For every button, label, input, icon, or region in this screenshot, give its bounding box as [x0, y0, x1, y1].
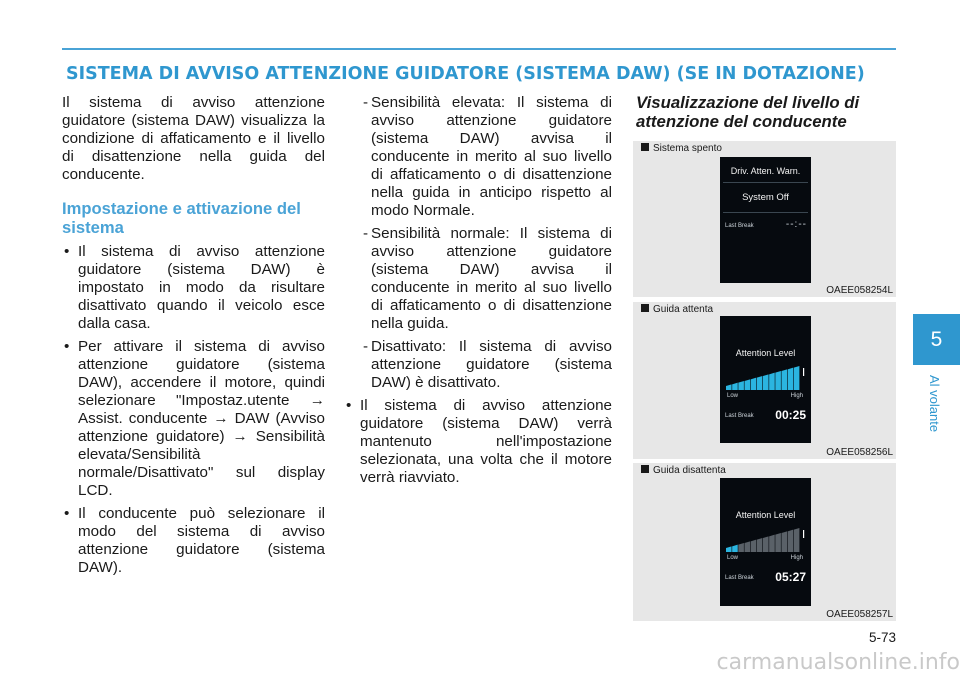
- level-segment: [794, 366, 800, 390]
- level-segment: [782, 531, 788, 552]
- chapter-label: Al volante: [927, 375, 942, 433]
- intro-paragraph: Il sistema di avviso attenzione guidatore (sistema DAW) visualizza la condizione di affaticamento e il livello di disattenzione nella guida del conducente.: [62, 94, 325, 183]
- chapter-tab: 5: [913, 314, 960, 365]
- level-segment: [757, 538, 763, 552]
- level-segment: [738, 543, 744, 552]
- attention-level-gauge: [726, 366, 806, 392]
- dash-list: [344, 94, 612, 392]
- list-item: - Sensibilità elevata: Il sistema di avviso attenzione guidatore (sistema DAW) avvisa il conducente in merito al suo livello di affaticamento o di disattenzione nella guida in anticipo rispetto al modo Normale.: [344, 94, 612, 220]
- figure-code: OAEE058257L: [826, 609, 893, 620]
- display-divider: [723, 212, 808, 213]
- last-break-value: --:--: [785, 219, 807, 230]
- panel-caption: [641, 304, 713, 316]
- level-segment: [726, 384, 732, 390]
- level-segment: [788, 368, 794, 390]
- level-segment: [745, 379, 751, 390]
- header-rule: [62, 48, 896, 50]
- figure-panel-system-off: [633, 141, 896, 297]
- panel-caption: [641, 465, 726, 477]
- level-segment: [769, 373, 775, 390]
- level-segment: [763, 374, 769, 390]
- list-item: • Il conducente può selezionare il modo del sistema di avviso attenzione guidatore (sistema DAW).: [62, 505, 325, 577]
- page-title: SISTEMA DI AVVISO ATTENZIONE GUIDATORE (SISTEMA DAW) (SE IN DOTAZIONE): [66, 64, 865, 84]
- square-bullet-icon: [641, 465, 649, 473]
- high-label: High: [790, 555, 803, 561]
- figure-heading: Visualizzazione del livello di attenzione del conducente: [636, 93, 860, 131]
- display-status: System Off: [742, 192, 789, 203]
- display-title: Attention Level: [735, 510, 796, 520]
- list-item: - Disattivato: Il sistema di avviso attenzione guidatore (sistema DAW) è disattivato.: [344, 338, 612, 392]
- level-segment: [738, 381, 744, 390]
- watermark: carmanualsonline.info: [716, 650, 960, 675]
- high-label: High: [790, 393, 803, 399]
- panel-caption-text: Sistema spento: [653, 143, 722, 154]
- level-segment: [726, 546, 732, 552]
- display-title: Driv. Atten. Warn.: [730, 166, 801, 176]
- level-segment: [751, 540, 757, 552]
- level-segment: [775, 371, 781, 390]
- level-segment: [757, 376, 763, 390]
- square-bullet-icon: [641, 143, 649, 151]
- level-max-tick: [803, 530, 804, 538]
- page-number: 5-73: [868, 630, 896, 645]
- list-item: • Il sistema di avviso attenzione guidatore (sistema DAW) è impostato in modo da risultare disattivato quando il veicolo esce dalla casa.: [62, 243, 325, 333]
- last-break-label: Last Break: [725, 223, 754, 229]
- display-title: Attention Level: [735, 348, 796, 358]
- last-break-value: 05:27: [775, 570, 806, 584]
- cluster-display: [720, 157, 811, 283]
- level-max-tick: [803, 368, 804, 376]
- column-2: [344, 94, 612, 492]
- list-item: - Sensibilità normale: Il sistema di avviso attenzione guidatore (sistema DAW) avvisa il conducente in merito al suo livello di affaticamento o di disattenzione nella guida.: [344, 225, 612, 333]
- cluster-display: [720, 478, 811, 606]
- level-segment: [732, 383, 738, 390]
- display-divider: [723, 182, 808, 183]
- figure-code: OAEE058254L: [826, 285, 893, 296]
- level-segment: [788, 530, 794, 552]
- figure-panel-inattentive: [633, 463, 896, 621]
- level-segment: [769, 535, 775, 552]
- level-segment: [763, 536, 769, 552]
- cluster-display: [720, 316, 811, 443]
- bullet-list: [62, 243, 325, 577]
- panel-caption-text: Guida disattenta: [653, 465, 726, 476]
- low-label: Low: [727, 555, 739, 561]
- figure-panel-attentive: [633, 302, 896, 459]
- figure-code: OAEE058256L: [826, 447, 893, 458]
- low-label: Low: [727, 393, 739, 399]
- level-segment: [732, 545, 738, 552]
- last-break-label: Last Break: [725, 413, 754, 419]
- level-segment: [794, 528, 800, 552]
- bullet-list: [344, 397, 612, 487]
- last-break-value: 00:25: [775, 408, 806, 422]
- level-segment: [745, 541, 751, 552]
- section-heading: Impostazione e attivazione del sistema: [62, 199, 301, 237]
- level-segment: [775, 533, 781, 552]
- attention-level-gauge: [726, 528, 806, 554]
- list-item: • Il sistema di avviso attenzione guidatore (sistema DAW) verrà mantenuto nell'impostazione selezionata, una volta che il motore verrà riavviato.: [344, 397, 612, 487]
- level-segment: [782, 369, 788, 390]
- last-break-label: Last Break: [725, 575, 754, 581]
- level-segment: [751, 378, 757, 390]
- square-bullet-icon: [641, 304, 649, 312]
- list-item: • Per attivare il sistema di avviso attenzione guidatore (sistema DAW), accendere il motore, quindi selezionare "Impostaz.utente → Assist. conducente → DAW (Avviso attenzione guidatore) → Sensibilità elevata/Sensibilità normale/Disattivato" sul display LCD.: [62, 338, 325, 500]
- column-1: [62, 94, 325, 582]
- panel-caption: [641, 143, 722, 155]
- panel-caption-text: Guida attenta: [653, 304, 714, 315]
